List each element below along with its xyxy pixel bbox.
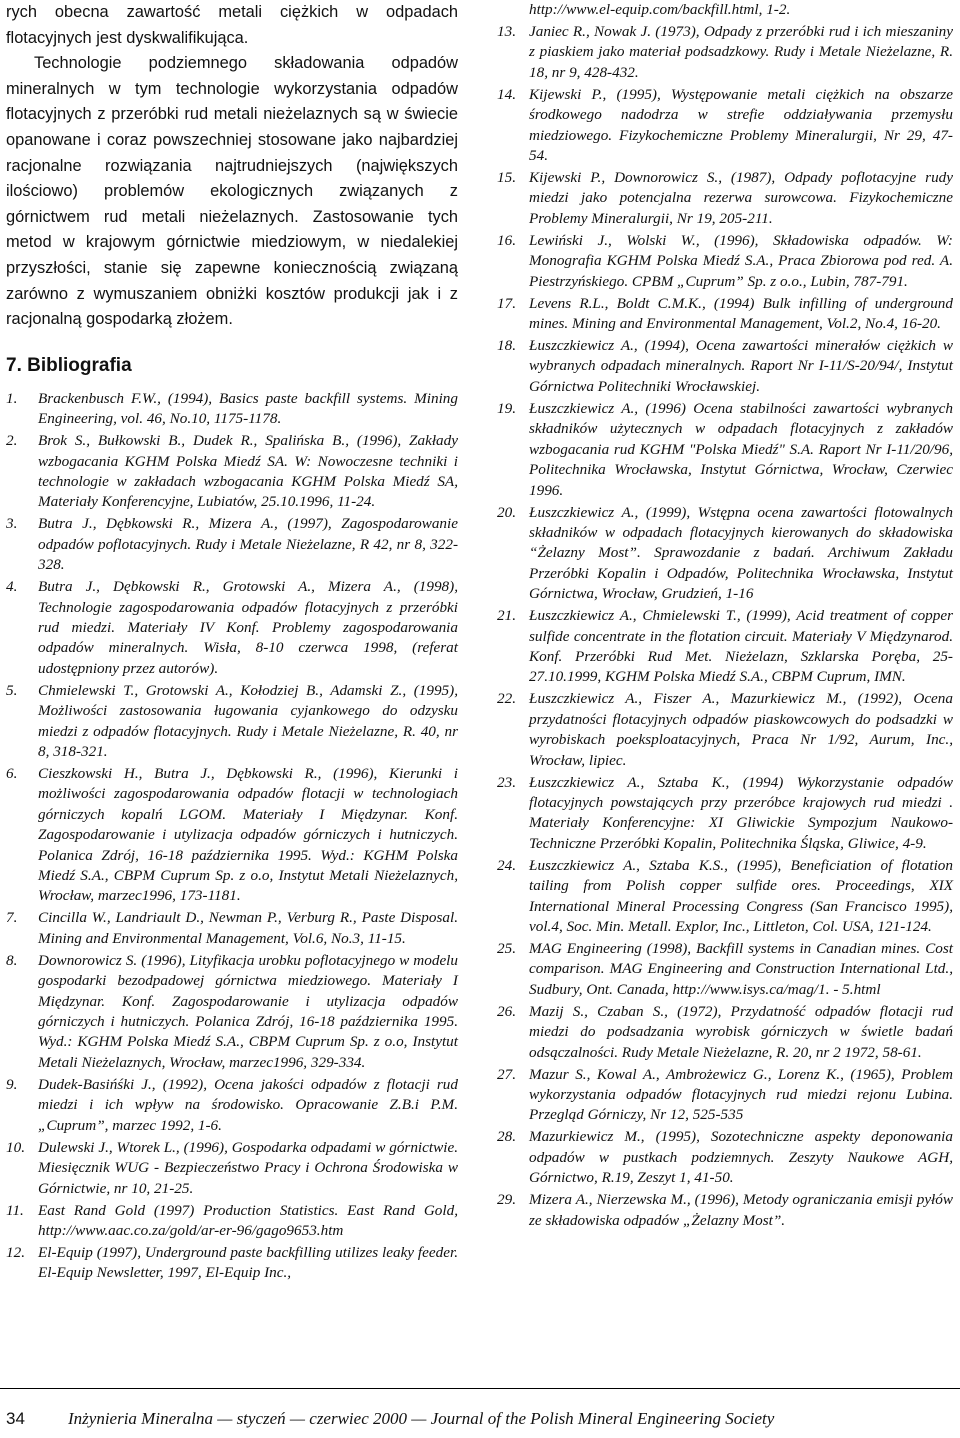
reference-number: 17. (497, 294, 516, 312)
reference-item (497, 939, 953, 1000)
reference-number: 14. (497, 85, 516, 103)
reference-number: 23. (497, 773, 516, 791)
reference-text: Mazur S., Kowal A., Ambrożewicz G., Lorenz K., (1965), Problem wykorzystania odpadów flotacyjnych rud miedzi rejonu Lubina. Przegląd Górniczy, Nr 12, 525-535 (529, 1065, 953, 1124)
reference-text: Łuszczkiewicz A., Fiszer A., Mazurkiewicz M., (1992), Ocena przydatności flotacyjnych odpadów piaskowcowych do podsadzki w wyrobiskach poeksploatacyjnych, Praca Nr 1/92, Aurum, Inc., Wrocław, lipiec. (529, 690, 953, 769)
left-column (6, 0, 458, 1285)
reference-number: 7. (6, 909, 18, 927)
reference-text: MAG Engineering (1998), Backfill systems in Canadian mines. Cost comparison. MAG Engineering and Construction International Ltd., Sudbury, Ont. Canada, http://www.isys.ca/mag/1. - 5.html (529, 940, 953, 998)
reference-item (6, 431, 458, 513)
reference-item (6, 1138, 458, 1199)
reference-item (497, 1127, 953, 1188)
reference-text: Brackenbusch F.W., (1994), Basics paste backfill systems. Mining Engineering, vol. 46, No.10, 1175-1178. (38, 389, 458, 428)
reference-number: 13. (497, 23, 516, 40)
reference-text: Łuszczkiewicz A., Sztaba K., (1994) Wykorzystanie odpadów flotacyjnych powstających przy przeróbce krajowych rud miedzi . Materiały Konferencyjne: XI Gliwickie Sympozjum Naukowo-Techniczne Przeróbki Kopalin, Politechnika Śląska, Gliwice, 4-9. (529, 773, 953, 852)
right-column (497, 0, 953, 1233)
reference-item (497, 85, 953, 167)
reference-number: 4. (6, 578, 18, 596)
reference-text: Dulewski J., Wtorek L., (1996), Gospodarka odpadami w górnictwie. Miesięcznik WUG - Bezpieczeństwo Pracy i Ochrona Środowiska w Górnictwie, nr 10, 21-25. (38, 1138, 458, 1197)
reference-number: 2. (6, 432, 18, 450)
reference-number: 20. (497, 503, 516, 521)
reference-item (497, 1190, 953, 1231)
reference-item (497, 1065, 953, 1126)
reference-text: Cieszkowski H., Butra J., Dębkowski R., (1996), Kierunki i możliwości zagospodarowania odpadów flotacji w technologiach górniczych kopalń LGOM. Materiały I Międzynar. Konf. Zagospodarowanie i utylizacja odpadów górniczych i hutniczych. Polanica Zdrój, 16-18 października 1995. Wyd.: KGHM Polska Miedź S.A., CBPM Cuprum Sp. z o.o, Instytut Metali Nieżelaznych, Wrocław, marzec1996, 173-1181. (38, 765, 458, 905)
reference-number: 18. (497, 337, 516, 355)
reference-text: Janiec R., Nowak J. (1973), Odpady z przeróbki rud i ich mieszaniny z piaskiem jako materiał podsadzkowy. Rudy i Metale Nieżelazne, R. 18, nr 9, 428-432. (529, 23, 953, 81)
page-footer (6, 1409, 956, 1429)
reference-number: 25. (497, 940, 516, 957)
reference-item (497, 22, 953, 83)
reference-item (6, 764, 458, 907)
body-paragraph: Technologie podziemnego składowania odpadów mineralnych w tym technologie wykorzystania odpadów flotacyjnych z przeróbki rud metali nieżelaznych są w świecie opanowane i coraz powszechniej stosowane jako najbardziej racjonalne rozwiązania najtrudniejszych (największych ilościowo) problemów ekologicznych związanych z górnictwem rud metali nieżelaznych. Zastosowanie tych metod w krajowym górnictwie miedziowym, w niedalekiej przyszłości, stanie się zapewne koniecznością związaną zarówno z wymuszaniem obniżki kosztów produkcji jak i z racjonalną gospodarką złożem. (6, 54, 458, 329)
reference-text: Levens R.L., Boldt C.M.K., (1994) Bulk infilling of underground mines. Mining and Environmental Management, Vol.2, No.4, 16-20. (529, 294, 953, 333)
reference-text: El-Equip (1997), Underground paste backfilling utilizes leaky feeder. El-Equip Newsletter, 1997, El-Equip Inc., (38, 1243, 458, 1282)
reference-text: Lewiński J., Wolski W., (1996), Składowiska odpadów. W: Monografia KGHM Polska Miedź S.A., Praca Zbiorowa pod red. A. Piestrzyńskiego. CPBM „Cuprum” Sp. z o.o., Lubin, 787-791. (529, 231, 953, 290)
reference-item (6, 1201, 458, 1242)
reference-number: 11. (6, 1201, 24, 1219)
reference-text: Dudek-Basińśki J., (1992), Ocena jakości odpadów z flotacji rud miedzi i ich wpływ na środowisko. Opracowanie Z.B.i P.M. „Cuprum”, marzec 1992, 1-6. (38, 1075, 458, 1134)
reference-text: Łuszczkiewicz A., Sztaba K.S., (1995), Beneficiation of flotation tailing from Polish copper sulfide ores. Proceedings, XIX International Mineral Processing Congress (San Francisco 1995), vol.4, Soc. Min. Metall. Explor, Inc., Littleton, Col. USA, 121-124. (529, 856, 953, 935)
reference-item (6, 951, 458, 1073)
reference-number: 26. (497, 1002, 516, 1020)
reference-number: 12. (6, 1243, 25, 1261)
reference-item (497, 294, 953, 335)
reference-text: Mizera A., Nierzewska M., (1996), Metody ograniczania emisji pyłów ze składowiska odpadów „Żelazny Most”. (529, 1191, 953, 1229)
reference-item (6, 1075, 458, 1136)
reference-number: 9. (6, 1075, 18, 1093)
reference-number: 8. (6, 951, 18, 969)
reference-item (6, 1243, 458, 1284)
reference-item (6, 908, 458, 949)
reference-number: 29. (497, 1191, 516, 1209)
reference-text: Butra J., Dębkowski R., Grotowski A., Mizera A., (1998), Technologie zagospodarowania odpadów flotacyjnych z przeróbki rud miedzi. Materiały IV Konf. Problemy zagospodarowania odpadów mineralnych. Wisła, 8-10 czerwca 1998, (referat udostępniony przez autorów). (38, 578, 458, 677)
reference-number: 27. (497, 1065, 516, 1083)
body-paragraph: rych obecna zawartość metali ciężkich w odpadach flotacyjnych jest dyskwalifikująca. (6, 3, 458, 47)
reference-item (497, 168, 953, 229)
reference-text: Cincilla W., Landriault D., Newman P., Verburg R., Paste Disposal. Mining and Environmental Management, Vol.6, No.3, 11-15. (38, 909, 458, 947)
reference-text: Łuszczkiewicz A., (1999), Wstępna ocena zawartości flotowalnych składników w odpadach flotacyjnych kierowanych do składowiska “Żelazny Most”. Sprawozdanie z badań. Archiwum Zakładu Przeróbki Kopalin i Odpadów, Politechnika Wrocławska, Instytut Górnictwa, Wrocław, Grudzień, 1-16 (529, 503, 953, 603)
reference-item (497, 1002, 953, 1063)
reference-text: Mazij S., Czaban S., (1972), Przydatność odpadów flotacji rud miedzi do podsadzania wyrobisk górniczych w świetle badań odsączalności. Rudy Metale Nieżelazne, R. 20, nr 2 1972, 58-61. (529, 1002, 953, 1061)
reference-text: Butra J., Dębkowski R., Mizera A., (1997), Zagospodarowanie odpadów poflotacyjnych. Rudy i Metale Nieżelazne, R 42, nr 8, 322-328. (38, 515, 458, 574)
reference-item (6, 681, 458, 763)
reference-number: 16. (497, 231, 516, 249)
reference-number: 24. (497, 856, 516, 874)
reference-list-left (6, 389, 458, 1284)
reference-item (497, 773, 953, 855)
reference-number: 15. (497, 169, 516, 187)
reference-item (497, 231, 953, 292)
footer-rule (0, 1388, 960, 1389)
reference-number: 10. (6, 1138, 25, 1156)
reference-number: 19. (497, 399, 516, 417)
reference-text: East Rand Gold (1997) Production Statistics. East Rand Gold, http://www.aac.co.za/gold/ar-er-96/gago9653.htm (38, 1201, 458, 1239)
reference-number: 3. (6, 515, 18, 533)
reference-list-right (497, 22, 953, 1231)
reference-number: 1. (6, 389, 18, 407)
section-title: 7. Bibliografia (6, 354, 132, 376)
reference-item (497, 856, 953, 938)
reference-number: 5. (6, 681, 18, 699)
reference-text: Downorowicz S. (1996), Lityfikacja urobku poflotacyjnego w modelu gospodarki bezodpadowej górnictwa miedziowego. Materiały I Międzynar. Konf. Zagospodarowanie i utylizacja odpadów górniczych i hutniczych. Polanica Zdrój, 16-18 października 1995. Wyd.: KGHM Polska Miedź S.A., CBPM Cuprum Sp. z o.o, Instytut Metali Nieżelaznych, Wrocław, marzec1996, 329-334. (38, 951, 458, 1071)
reference-text: Brok S., Bułkowski B., Dudek R., Spalińska B., (1996), Zakłady wzbogacania KGHM Polska Miedź SA. W: Nowoczesne techniki i technologie w zakładach wzbogacania KGHM Polska Miedź SA, Materiały Konferencyjne, Lubiatów, 25.10.1996, 11-24. (38, 432, 458, 511)
reference-text: Chmielewski T., Grotowski A., Kołodziej B., Adamski Z., (1995), Możliwości zastosowania ługowania cyjankowego do odzysku miedzi z odpadów flotacyjnych. Rudy i Metale Nieżelazne, R. 40, nr 8, 318-321. (38, 681, 458, 760)
page-number: 34 (6, 1409, 25, 1428)
reference-number: 21. (497, 607, 516, 625)
reference-text: Mazurkiewicz M., (1995), Sozotechniczne aspekty deponowania odpadów w pustkach podziemnych. Zeszyty Naukowe AGH, Górnictwo, R.19, Zeszyt 1, 41-50. (529, 1128, 953, 1187)
reference-continuation: http://www.el-equip.com/backfill.html, 1-2. (529, 1, 791, 18)
reference-text: Kijewski P., Downorowicz S., (1987), Odpady poflotacyjne rudy miedzi jako potencjalna rezerwa surowcowa. Fizykochemiczne Problemy Mineralurgii, Nr 19, 205-211. (529, 169, 953, 227)
reference-item (497, 336, 953, 397)
journal-footer-text: Inżynieria Mineralna — styczeń — czerwiec 2000 — Journal of the Polish Mineral Engineering Society (68, 1409, 775, 1428)
reference-item (6, 514, 458, 575)
reference-item (6, 389, 458, 430)
reference-text: Łuszczkiewicz A., (1994), Ocena zawartości minerałów ciężkich w wybranych odpadach mineralnych. Raport Nr I-11/S-20/94/, Instytut Górnictwa Politechniki Wrocławskiej. (529, 337, 953, 395)
reference-number: 28. (497, 1128, 516, 1146)
reference-item (6, 577, 458, 679)
reference-text: Kijewski P., (1995), Występowanie metali ciężkich na obszarze środkowego nadodrza w strefie oddziaływania przemysłu miedziowego. Fizykochemiczne Problemy Mineralurgii, Nr 29, 47-54. (529, 85, 953, 165)
reference-item (497, 503, 953, 605)
reference-number: 22. (497, 690, 516, 708)
reference-text: Łuszczkiewicz A., Chmielewski T., (1999), Acid treatment of copper sulfide concentrate in the flotation circuit. Materiały V Międzynarod. Konf. Przeróbki Rud Met. Nieżelazn, Szklarska Poręba, 25-27.10.1999, KGHM Polska Miedź S.A., CBPM Cuprum, IMN. (529, 607, 953, 686)
reference-item (497, 606, 953, 688)
reference-item (497, 689, 953, 771)
reference-text: Łuszczkiewicz A., (1996) Ocena stabilności zawartości wybranych składników użytecznych w odpadach flotacyjnych z zakładów wzbogacania rud KGHM "Polska Miedź" S.A. Raport Nr I-11/20/96, Politechnika Wrocławska, Instytut Górnictwa, Wrocław, Czerwiec 1996. (529, 399, 953, 499)
reference-number: 6. (6, 765, 18, 782)
reference-item (497, 399, 953, 501)
